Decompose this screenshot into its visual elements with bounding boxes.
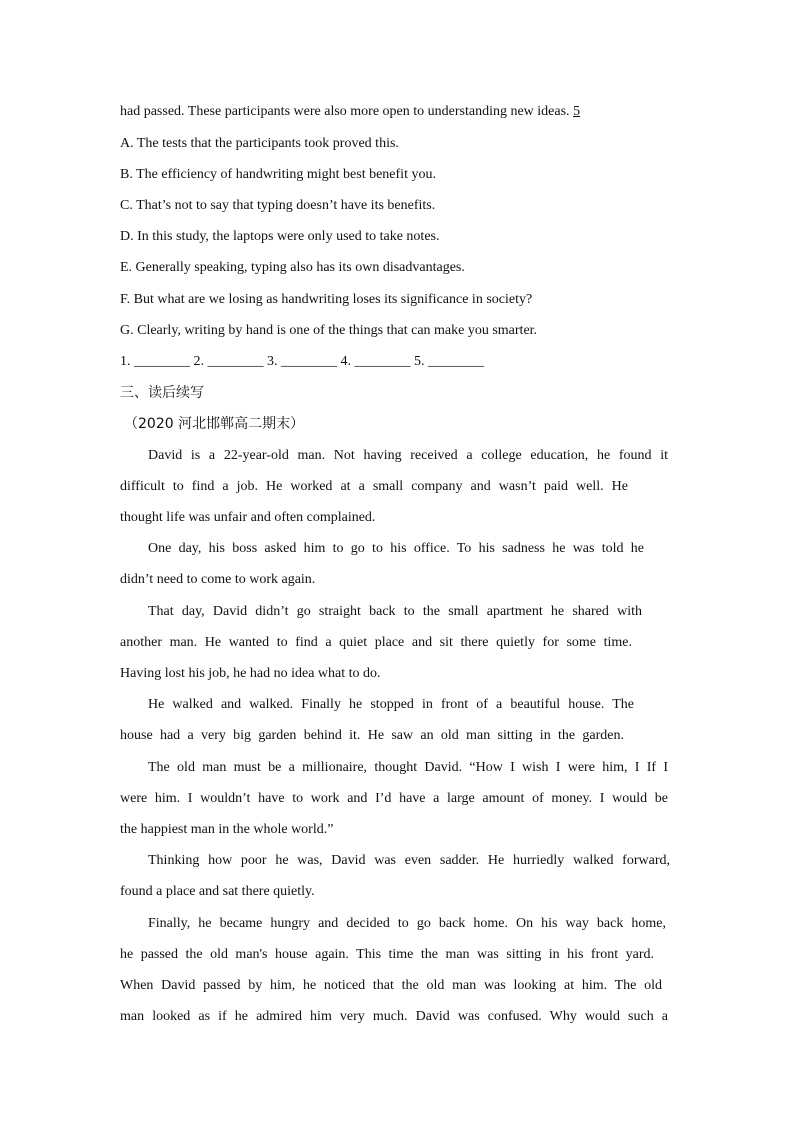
section-title: 三、读后续写 bbox=[120, 385, 204, 401]
option-g: G. Clearly, writing by hand is one of the things that can make you smarter. bbox=[120, 323, 538, 338]
story-p5-line1: The old man must be a millionaire, thought David. “How I wish I were him, I If I bbox=[148, 760, 668, 775]
story-p1-line3: thought life was unfair and often complained. bbox=[120, 510, 376, 525]
story-p2-line1: One day, his boss asked him to go to his office. To his sadness he was told he bbox=[148, 541, 644, 556]
story-p7-line1: Finally, he became hungry and decided to go back home. On his way back home, bbox=[148, 916, 666, 931]
story-p6-line2: found a place and sat there quietly. bbox=[120, 884, 315, 899]
story-p7-line2: he passed the old man's house again. This time the man was sitting in his front yard. bbox=[120, 947, 654, 962]
story-p4-line2: house had a very big garden behind it. He saw an old man sitting in the garden. bbox=[120, 728, 624, 743]
option-c: C. That’s not to say that typing doesn’t have its benefits. bbox=[120, 198, 436, 213]
option-f: F. But what are we losing as handwriting loses its significance in society? bbox=[120, 292, 533, 307]
answer-blank-5: 5 bbox=[573, 104, 581, 119]
passage-text: had passed. These participants were also more open to understanding new ideas. bbox=[120, 104, 570, 119]
story-p1-line1: David is a 22-year-old man. Not having received a college education, he found it bbox=[148, 448, 668, 463]
story-p3-line2: another man. He wanted to find a quiet place and sit there quietly for some time. bbox=[120, 635, 632, 650]
option-a: A. The tests that the participants took proved this. bbox=[120, 136, 399, 151]
section-source: （2020 河北邯郸高二期末） bbox=[124, 416, 305, 432]
option-e: E. Generally speaking, typing also has its own disadvantages. bbox=[120, 260, 465, 275]
story-p1-line2: difficult to find a job. He worked at a small company and wasn’t paid well. He bbox=[120, 479, 628, 494]
option-b: B. The efficiency of handwriting might best benefit you. bbox=[120, 167, 436, 182]
passage-last-line bbox=[120, 103, 580, 121]
story-p6-line1: Thinking how poor he was, David was even sadder. He hurriedly walked forward, bbox=[148, 853, 670, 868]
story-p7-line3: When David passed by him, he noticed that the old man was looking at him. The old bbox=[120, 978, 662, 993]
story-p5-line2: were him. I wouldn’t have to work and I’d have a large amount of money. I would be bbox=[120, 791, 668, 806]
story-p2-line2: didn’t need to come to work again. bbox=[120, 572, 316, 587]
story-p5-line3: the happiest man in the whole world.” bbox=[120, 822, 334, 837]
story-p7-line4: man looked as if he admired him very much. David was confused. Why would such a bbox=[120, 1009, 668, 1024]
option-d: D. In this study, the laptops were only used to take notes. bbox=[120, 229, 440, 244]
story-p3-line1: That day, David didn’t go straight back to the small apartment he shared with bbox=[148, 604, 642, 619]
story-p4-line1: He walked and walked. Finally he stopped in front of a beautiful house. The bbox=[148, 697, 634, 712]
answer-line: 1. ________ 2. ________ 3. ________ 4. ________ 5. ________ bbox=[120, 354, 484, 369]
story-p3-line3: Having lost his job, he had no idea what to do. bbox=[120, 666, 381, 681]
